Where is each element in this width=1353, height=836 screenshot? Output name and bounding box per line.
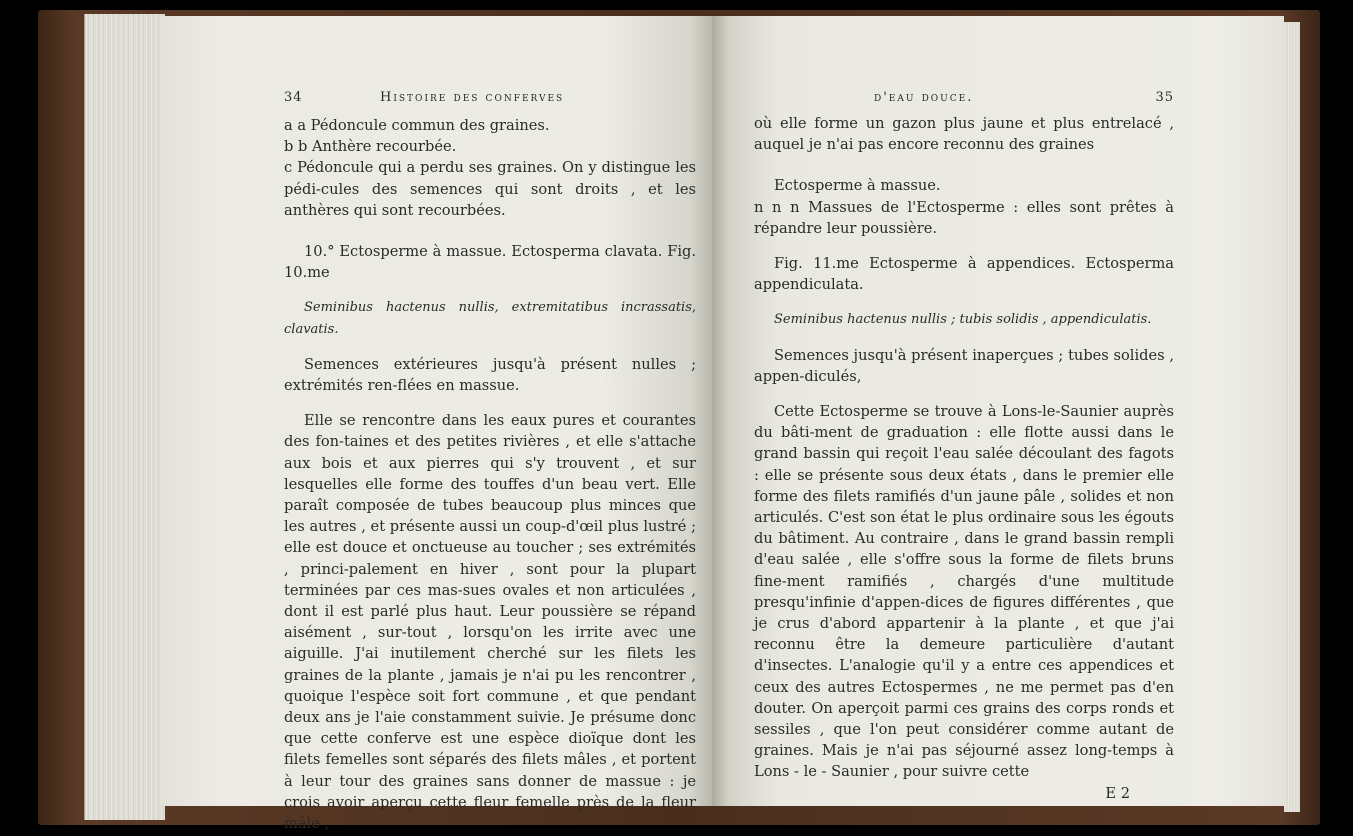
figure-title: Ectosperme à massue.	[774, 177, 941, 195]
running-title: Histoire des conferves	[380, 90, 565, 105]
page-number: 34	[284, 90, 303, 105]
continuation-text: où elle forme un gazon plus jaune et plus entrelacé , auquel je n'ai pas encore reconnu des graines	[754, 115, 1174, 154]
text-column	[284, 115, 696, 834]
latin-diagnosis: Seminibus hactenus nullis ; tubis solidis , appendiculatis.	[774, 312, 1152, 328]
legend-line: a a Pédoncule commun des graines.	[284, 117, 550, 134]
legend-line: c Pédoncule qui a perdu ses graines. On y distingue les pédi-cules des semences qui sont droits , et les anthères qui sont recourbées.	[284, 159, 696, 219]
running-title: d'eau douce.	[874, 90, 974, 105]
diagnosis-translation: Semences extérieures jusqu'à présent nulles ; extrémités ren-flées en massue.	[284, 355, 696, 395]
signature-mark: E 2	[1105, 784, 1130, 802]
species-heading: 10.° Ectosperme à massue. Ectosperma clavata. Fig. 10.me	[284, 243, 696, 282]
body-paragraph: Elle se rencontre dans les eaux pures et courantes des fon-taines et des petites rivières , et elle s'attache aux bois et aux pierres qui s'y trouvent , et sur lesquelles elle forme des touffes d'un beau vert. Elle paraît composée de tubes beaucoup plus minces que les autres , et présente aussi un coup-d'œil plus lustré ; elle est douce et onctueuse au toucher ; ses extrémités , princi-palement en hiver , sont pour la plupart terminées par ces mas-sues ovales et non articulées , dont il est parlé plus haut. Leur poussière se répand aisément , sur-tout , lorsqu'on les irrite avec une aiguille. J'ai inutilement cherché sur les filets les graines de la plante , jamais je n'ai pu les rencontrer , quoique l'espèce soit fort commune , et que pendant deux ans je l'aie constamment suivie. Je présume donc que cette conferve est une espèce dioïque dont les filets femelles sont séparés des filets mâles , et portent à leur tour des graines sans donner de massue : je crois avoir aperçu cette fleur femelle près de la fleur mâle ,	[284, 412, 696, 833]
body-paragraph: Cette Ectosperme se trouve à Lons-le-Saunier auprès du bâti-ment de graduation : elle flotte aussi dans le grand bassin qui reçoit l'eau salée découlant des fagots : elle se présente sous deux états , dans le premier elle forme des filets ramifiés d'un jaune pâle , solides et non articulés. C'est son état le plus ordinaire sous les égouts du bâtiment. Au contraire , dans le grand bassin rempli d'eau salée , elle s'offre sous la forme de filets bruns fine-ment ramifiés , chargés d'une multitude presqu'infinie d'appen-dices de figures différentes , que je crus d'abord appartenir à la plante , et que j'ai reconnu être la demeure particulière d'autant d'insectes. L'analogie qu'il y a entre ces appendices et ceux des autres Ectospermes , ne me permet pas d'en douter. On aperçoit parmi ces grains des corps ronds et sessiles , que l'on peut considérer comme autant de graines. Mais je n'ai pas séjourné assez long-temps à Lons - le - Saunier , pour suivre cette	[754, 403, 1174, 781]
latin-diagnosis: Seminibus hactenus nullis, extremitatibus incrassatis, clavatis.	[284, 300, 696, 337]
left-page	[160, 16, 712, 833]
species-heading: Fig. 11.me Ectosperme à appendices. Ectosperma appendiculata.	[754, 255, 1174, 294]
right-page	[712, 16, 1284, 806]
page-edges-left	[84, 14, 165, 820]
page-edges-right	[1284, 22, 1300, 812]
page-number: 35	[1155, 90, 1174, 105]
diagnosis-translation: Semences jusqu'à présent inaperçues ; tubes solides , appen-diculés,	[754, 346, 1174, 385]
text-column	[754, 113, 1174, 804]
figure-caption: n n n Massues de l'Ectosperme : elles sont prêtes à répandre leur poussière.	[754, 198, 1174, 237]
legend-line: b b Anthère recourbée.	[284, 138, 457, 156]
